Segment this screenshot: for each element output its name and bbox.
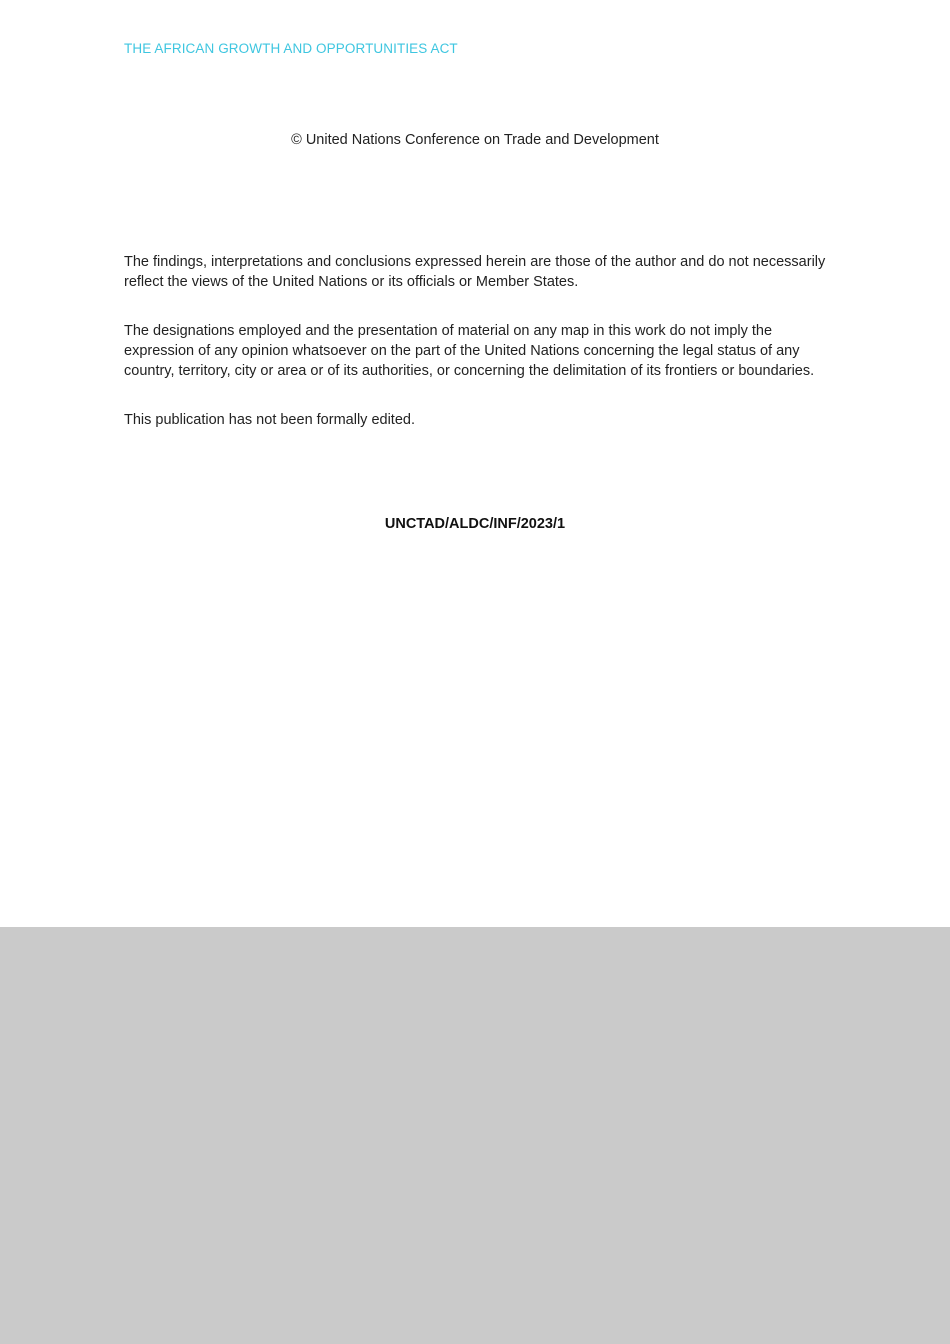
disclaimer-not-edited: This publication has not been formally edited.	[124, 412, 415, 428]
copyright-notice: © United Nations Conference on Trade and Development	[291, 132, 659, 148]
disclaimer-designations: The designations employed and the presentation of material on any map in this work do not imply the expression of any opinion whatsoever on the part of the United Nations concerning the legal status of any country, territory, city or area or of its authorities, or concerning the delimitation of its frontiers or boundaries.	[124, 323, 815, 379]
running-header-title: THE AFRICAN GROWTH AND OPPORTUNITIES ACT	[124, 41, 458, 56]
disclaimer-findings: The findings, interpretations and conclusions expressed herein are those of the author and do not necessarily reflect the views of the United Nations or its officials or Member States.	[124, 254, 826, 290]
document-symbol: UNCTAD/ALDC/INF/2023/1	[384, 516, 566, 532]
viewer-background	[0, 927, 950, 1344]
